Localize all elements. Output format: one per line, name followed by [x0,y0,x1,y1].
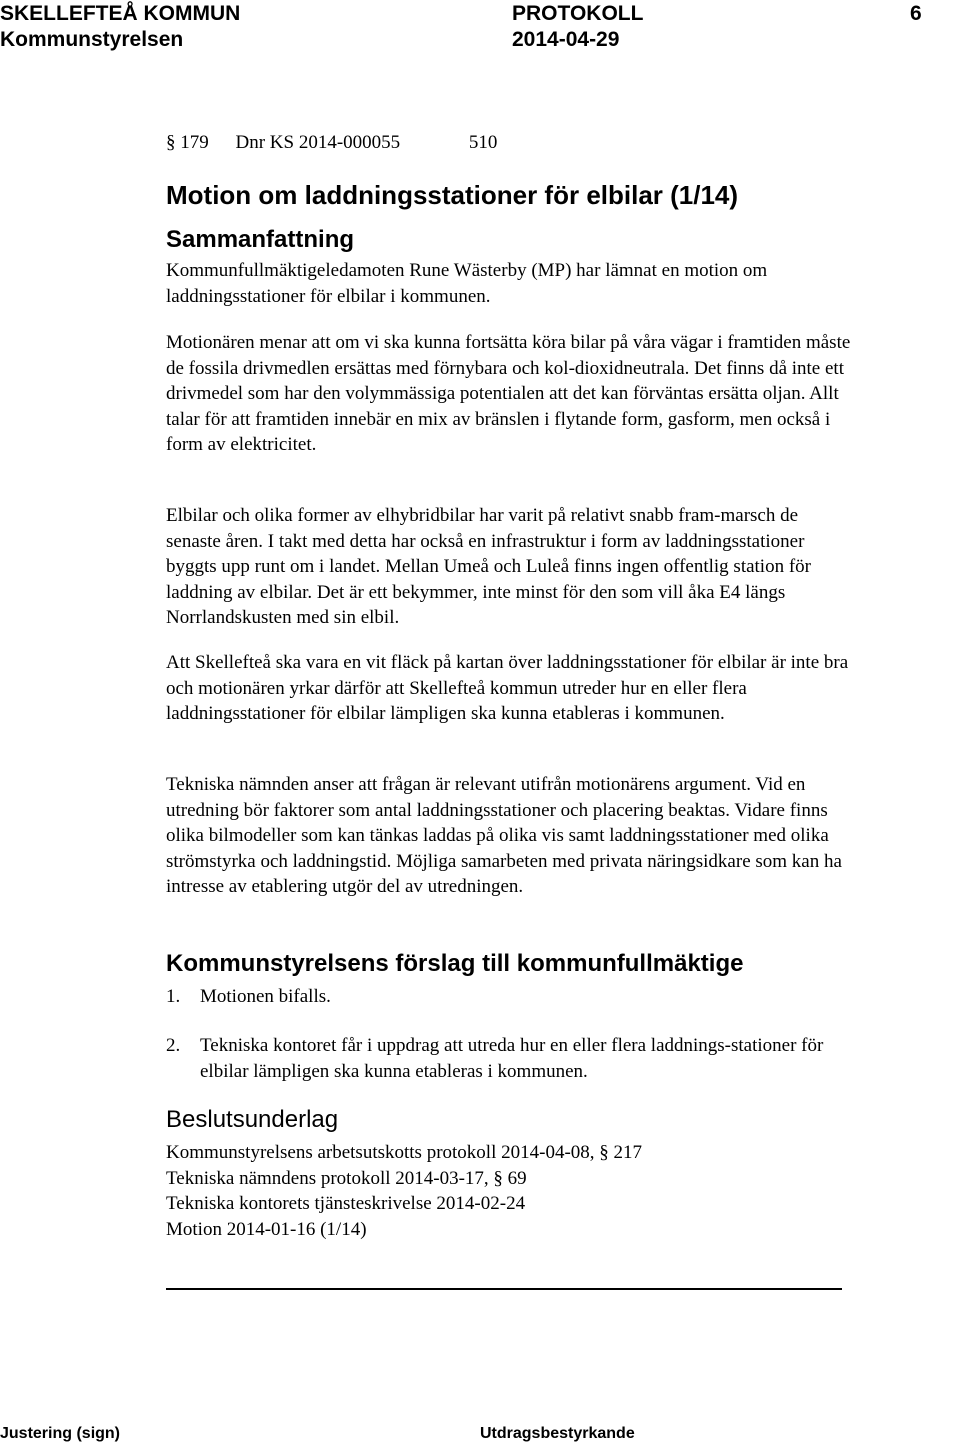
extract-label: Utdragsbestyrkande [480,1425,635,1442]
divider-line [166,1288,842,1290]
basis-heading: Beslutsunderlag [166,1106,339,1133]
case-line [166,130,856,156]
paragraph-number: § 179 [166,132,209,153]
basis-item: Kommunstyrelsens arbetsutskotts protokoll 2014-04-08, § 217 [166,1142,643,1163]
org-name: SKELLEFTEÅ KOMMUN [0,2,241,25]
basis-item: Motion 2014-01-16 (1/14) [166,1218,367,1240]
document-type: PROTOKOLL [512,2,644,25]
case-dnr: Dnr KS 2014-000055 [235,132,401,153]
proposal-item-1: 1. Motionen bifalls. [166,986,331,1007]
committee-name: Kommunstyrelsen [0,28,184,51]
proposal-heading: Kommunstyrelsens förslag till kommunfullmäktige [166,950,744,977]
signature-label: Justering (sign) [0,1425,121,1442]
summary-paragraph-5: Tekniska nämnden anser att frågan är relevant utifrån motionärens argument. Vid en utredning bör faktorer som antal laddningsstationer och placering beaktas. Vidare finns olika bilmodeller som kan tänkas laddas på olika vis samt laddningsstationer med olika strömstyrka och laddningstid. Möjliga samarbeten med privata näringsidkare som kan ha intresse av etablering utgör del av utredningen. [166,774,842,897]
case-code: 510 [468,132,498,153]
proposal-item-2: 2. Tekniska kontoret får i uppdrag att utreda hur en eller flera laddnings-stationer för elbilar lämpligen ska kunna etableras i kommunen. [166,1035,824,1082]
basis-item: Tekniska kontorets tjänsteskrivelse 2014-02-24 [166,1193,526,1214]
basis-item: Tekniska nämndens protokoll 2014-03-17, § 69 [166,1167,527,1189]
summary-paragraph-4: Att Skellefteå ska vara en vit fläck på kartan över laddningsstationer för elbilar är inte bra och motionären yrkar därför att Skellefteå kommun utreder hur en eller flera laddningsstationer för elbilar lämpligen ska kunna etableras i kommunen. [166,652,849,724]
summary-heading: Sammanfattning [166,226,355,253]
summary-paragraph-2: Motionären menar att om vi ska kunna fortsätta köra bilar på våra vägar i framtiden måste de fossila drivmedlen ersättas med förnybara och kol-dioxidneutrala. Det finns då inte ett drivmedel som har den volymmässiga potentialen att det kan förväntas ersätta oljan. Allt talar för att framtiden innebär en mix av bränslen i flytande form, gasform, men också i form av elektricitet. [166,332,851,455]
summary-paragraph-1: Kommunfullmäktigeledamoten Rune Wästerby (MP) har lämnat en motion om laddningsstationer för elbilar i kommunen. [166,260,768,307]
meeting-date: 2014-04-29 [512,28,620,51]
page-number: 6 [910,2,922,25]
page-title: Motion om laddningsstationer för elbilar (1/14) [166,180,739,210]
summary-paragraph-3: Elbilar och olika former av elhybridbilar har varit på relativt snabb fram-marsch de senaste åren. I takt med detta har också en infrastruktur i form av laddningsstationer byggts upp runt om i landet. Mellan Umeå och Luleå finns ingen offentlig station för laddning av elbilar. Det är ett bekymmer, inte minst för den som vill åka E4 längs Norrlandskusten med sin elbil. [166,505,811,628]
basis-list [166,1140,856,1242]
